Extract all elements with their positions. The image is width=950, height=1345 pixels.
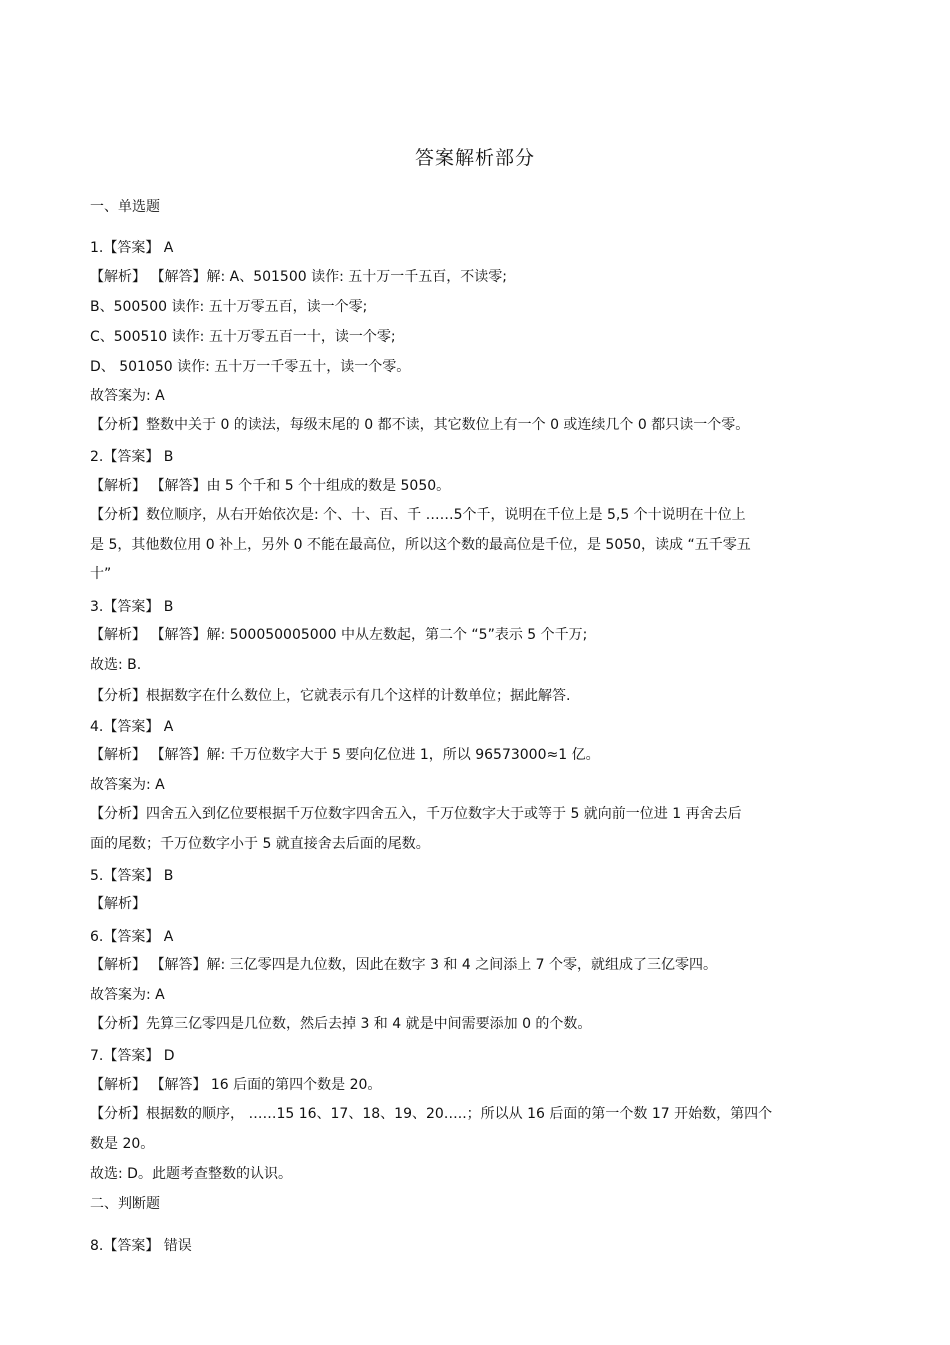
answer-line: 7.【答案】 D — [90, 1048, 175, 1064]
analysis-line: 【分析】数位顺序，从右开始依次是: 个、十、百、千 ……5个千，说明在千位上是 5,5 个十说明在十位上 — [90, 507, 746, 523]
analysis-line: 数是 20。 — [90, 1136, 155, 1152]
analysis-line: 【解析】 【解答】解: 三亿零四是九位数，因此在数字 3 和 4 之间添上 7 个零，就组成了三亿零四。 — [90, 957, 718, 973]
analysis-line: 【解析】 【解答】解: 千万位数字大于 5 要向亿位进 1，所以 96573000≈1 亿。 — [90, 747, 600, 763]
answer-line: 4.【答案】 A — [90, 719, 174, 735]
analysis-line: C、500510 读作: 五十万零五百一十，读一个零; — [90, 329, 396, 345]
answer-line: 1.【答案】 A — [90, 240, 174, 256]
conclusion-line: 故答案为: A — [90, 777, 165, 793]
analysis-line: 【分析】先算三亿零四是几位数，然后去掉 3 和 4 就是中间需要添加 0 的个数。 — [90, 1016, 592, 1032]
conclusion-line: 故选: B. — [90, 657, 142, 673]
analysis-line: 【分析】整数中关于 0 的读法，每级末尾的 0 都不读，其它数位上有一个 0 或连续几个 0 都只读一个零。 — [90, 417, 750, 433]
conclusion-line: 故答案为: A — [90, 987, 165, 1003]
analysis-line: 【分析】根据数字在什么数位上，它就表示有几个这样的计数单位；据此解答. — [90, 688, 571, 704]
answer-line: 5.【答案】 B — [90, 868, 174, 884]
page-title: 答案解析部分 — [414, 147, 535, 169]
analysis-line: 面的尾数；千万位数字小于 5 就直接舍去后面的尾数。 — [90, 836, 430, 852]
analysis-line: 是 5，其他数位用 0 补上，另外 0 不能在最高位，所以这个数的最高位是千位，是 5050，读成 “五千零五 — [90, 537, 751, 553]
conclusion-line: 故选: D。此题考查整数的认识。 — [90, 1166, 292, 1182]
conclusion-line: 故答案为: A — [90, 388, 165, 404]
analysis-line: 【解析】 【解答】由 5 个千和 5 个十组成的数是 5050。 — [90, 478, 451, 494]
answer-line: 3.【答案】 B — [90, 599, 174, 615]
analysis-line: 【分析】根据数的顺序， ……15 16、17、18、19、20…..；所以从 16 后面的第一个数 17 开始数，第四个 — [90, 1106, 773, 1122]
section-heading-single-choice: 一、单选题 — [90, 199, 160, 215]
analysis-line: B、500500 读作: 五十万零五百，读一个零; — [90, 299, 368, 315]
analysis-line: 【解析】 【解答】解: A、501500 读作: 五十万一千五百，不读零; — [90, 269, 507, 285]
analysis-line: 【分析】四舍五入到亿位要根据千万位数字四舍五入，千万位数字大于或等于 5 就向前一位进 1 再舍去后 — [90, 806, 742, 822]
answer-line: 8.【答案】 错误 — [90, 1238, 192, 1254]
analysis-line: D、 501050 读作: 五十万一千零五十，读一个零。 — [90, 359, 411, 375]
section-heading-true-false: 二、判断题 — [90, 1196, 160, 1212]
answer-line: 2.【答案】 B — [90, 449, 174, 465]
analysis-line: 【解析】 【解答】 16 后面的第四个数是 20。 — [90, 1077, 382, 1093]
answer-line: 6.【答案】 A — [90, 929, 174, 945]
analysis-line: 【解析】 — [90, 896, 146, 912]
analysis-line: 十” — [90, 566, 112, 582]
analysis-line: 【解析】 【解答】解: 500050005000 中从左数起，第二个 “5”表示 5 个千万; — [90, 627, 588, 643]
